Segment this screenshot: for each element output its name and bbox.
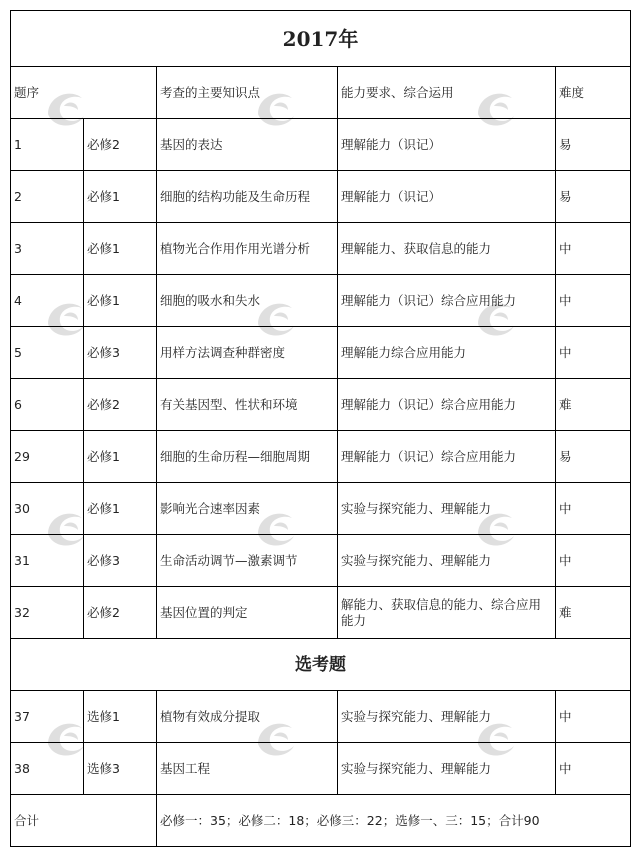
difficulty-text: 中 bbox=[556, 223, 631, 275]
question-number: 32 bbox=[11, 587, 84, 639]
header-row bbox=[11, 67, 631, 119]
difficulty-text: 中 bbox=[556, 535, 631, 587]
table-row bbox=[11, 743, 631, 795]
exam-topic-table bbox=[10, 10, 631, 847]
difficulty-text: 中 bbox=[556, 275, 631, 327]
module-name: 必修1 bbox=[84, 431, 157, 483]
question-number: 1 bbox=[11, 119, 84, 171]
header-difficulty: 难度 bbox=[556, 67, 631, 119]
module-name: 选修3 bbox=[84, 743, 157, 795]
ability-text: 理解能力（识记） bbox=[338, 171, 556, 223]
table-row bbox=[11, 119, 631, 171]
module-name: 必修1 bbox=[84, 275, 157, 327]
topic-text: 细胞的吸水和失水 bbox=[157, 275, 338, 327]
topic-text: 植物光合作用作用光谱分析 bbox=[157, 223, 338, 275]
title-row bbox=[11, 11, 631, 67]
topic-text: 影响光合速率因素 bbox=[157, 483, 338, 535]
module-name: 必修2 bbox=[84, 119, 157, 171]
module-name: 必修1 bbox=[84, 483, 157, 535]
question-number: 3 bbox=[11, 223, 84, 275]
table-row bbox=[11, 223, 631, 275]
module-name: 必修1 bbox=[84, 171, 157, 223]
table-row bbox=[11, 379, 631, 431]
header-topic: 考查的主要知识点 bbox=[157, 67, 338, 119]
ability-text: 解能力、获取信息的能力、综合应用能力 bbox=[338, 587, 556, 639]
ability-text: 理解能力、获取信息的能力 bbox=[338, 223, 556, 275]
module-name: 必修2 bbox=[84, 587, 157, 639]
module-name: 必修2 bbox=[84, 379, 157, 431]
total-value: 必修一：35；必修二：18；必修三：22；选修一、三：15；合计90 bbox=[157, 795, 631, 847]
topic-text: 基因工程 bbox=[157, 743, 338, 795]
difficulty-text: 中 bbox=[556, 327, 631, 379]
ability-text: 实验与探究能力、理解能力 bbox=[338, 691, 556, 743]
table-row bbox=[11, 483, 631, 535]
ability-text: 理解能力（识记）综合应用能力 bbox=[338, 431, 556, 483]
topic-text: 细胞的结构功能及生命历程 bbox=[157, 171, 338, 223]
question-number: 5 bbox=[11, 327, 84, 379]
table-row bbox=[11, 691, 631, 743]
ability-text: 实验与探究能力、理解能力 bbox=[338, 483, 556, 535]
difficulty-text: 易 bbox=[556, 431, 631, 483]
question-number: 29 bbox=[11, 431, 84, 483]
difficulty-text: 易 bbox=[556, 119, 631, 171]
table-title: 2017年 bbox=[11, 11, 631, 67]
elective-section-title: 选考题 bbox=[11, 639, 631, 691]
topic-text: 植物有效成分提取 bbox=[157, 691, 338, 743]
table-row bbox=[11, 535, 631, 587]
question-number: 31 bbox=[11, 535, 84, 587]
header-ability: 能力要求、综合运用 bbox=[338, 67, 556, 119]
total-row bbox=[11, 795, 631, 847]
ability-text: 理解能力综合应用能力 bbox=[338, 327, 556, 379]
ability-text: 实验与探究能力、理解能力 bbox=[338, 535, 556, 587]
ability-text: 理解能力（识记） bbox=[338, 119, 556, 171]
difficulty-text: 易 bbox=[556, 171, 631, 223]
difficulty-text: 中 bbox=[556, 691, 631, 743]
table-row bbox=[11, 587, 631, 639]
difficulty-text: 难 bbox=[556, 379, 631, 431]
table-row bbox=[11, 431, 631, 483]
difficulty-text: 中 bbox=[556, 483, 631, 535]
total-label: 合计 bbox=[11, 795, 157, 847]
topic-text: 基因位置的判定 bbox=[157, 587, 338, 639]
question-number: 2 bbox=[11, 171, 84, 223]
topic-text: 细胞的生命历程—细胞周期 bbox=[157, 431, 338, 483]
question-number: 38 bbox=[11, 743, 84, 795]
question-number: 4 bbox=[11, 275, 84, 327]
module-name: 选修1 bbox=[84, 691, 157, 743]
difficulty-text: 难 bbox=[556, 587, 631, 639]
table-row bbox=[11, 171, 631, 223]
question-number: 30 bbox=[11, 483, 84, 535]
topic-text: 生命活动调节—激素调节 bbox=[157, 535, 338, 587]
module-name: 必修3 bbox=[84, 535, 157, 587]
table-row bbox=[11, 275, 631, 327]
header-number: 题序 bbox=[11, 67, 157, 119]
module-name: 必修1 bbox=[84, 223, 157, 275]
topic-text: 有关基因型、性状和环境 bbox=[157, 379, 338, 431]
ability-text: 实验与探究能力、理解能力 bbox=[338, 743, 556, 795]
elective-title-row bbox=[11, 639, 631, 691]
topic-text: 用样方法调查种群密度 bbox=[157, 327, 338, 379]
question-number: 37 bbox=[11, 691, 84, 743]
question-number: 6 bbox=[11, 379, 84, 431]
ability-text: 理解能力（识记）综合应用能力 bbox=[338, 275, 556, 327]
table-row bbox=[11, 327, 631, 379]
difficulty-text: 中 bbox=[556, 743, 631, 795]
module-name: 必修3 bbox=[84, 327, 157, 379]
topic-text: 基因的表达 bbox=[157, 119, 338, 171]
ability-text: 理解能力（识记）综合应用能力 bbox=[338, 379, 556, 431]
